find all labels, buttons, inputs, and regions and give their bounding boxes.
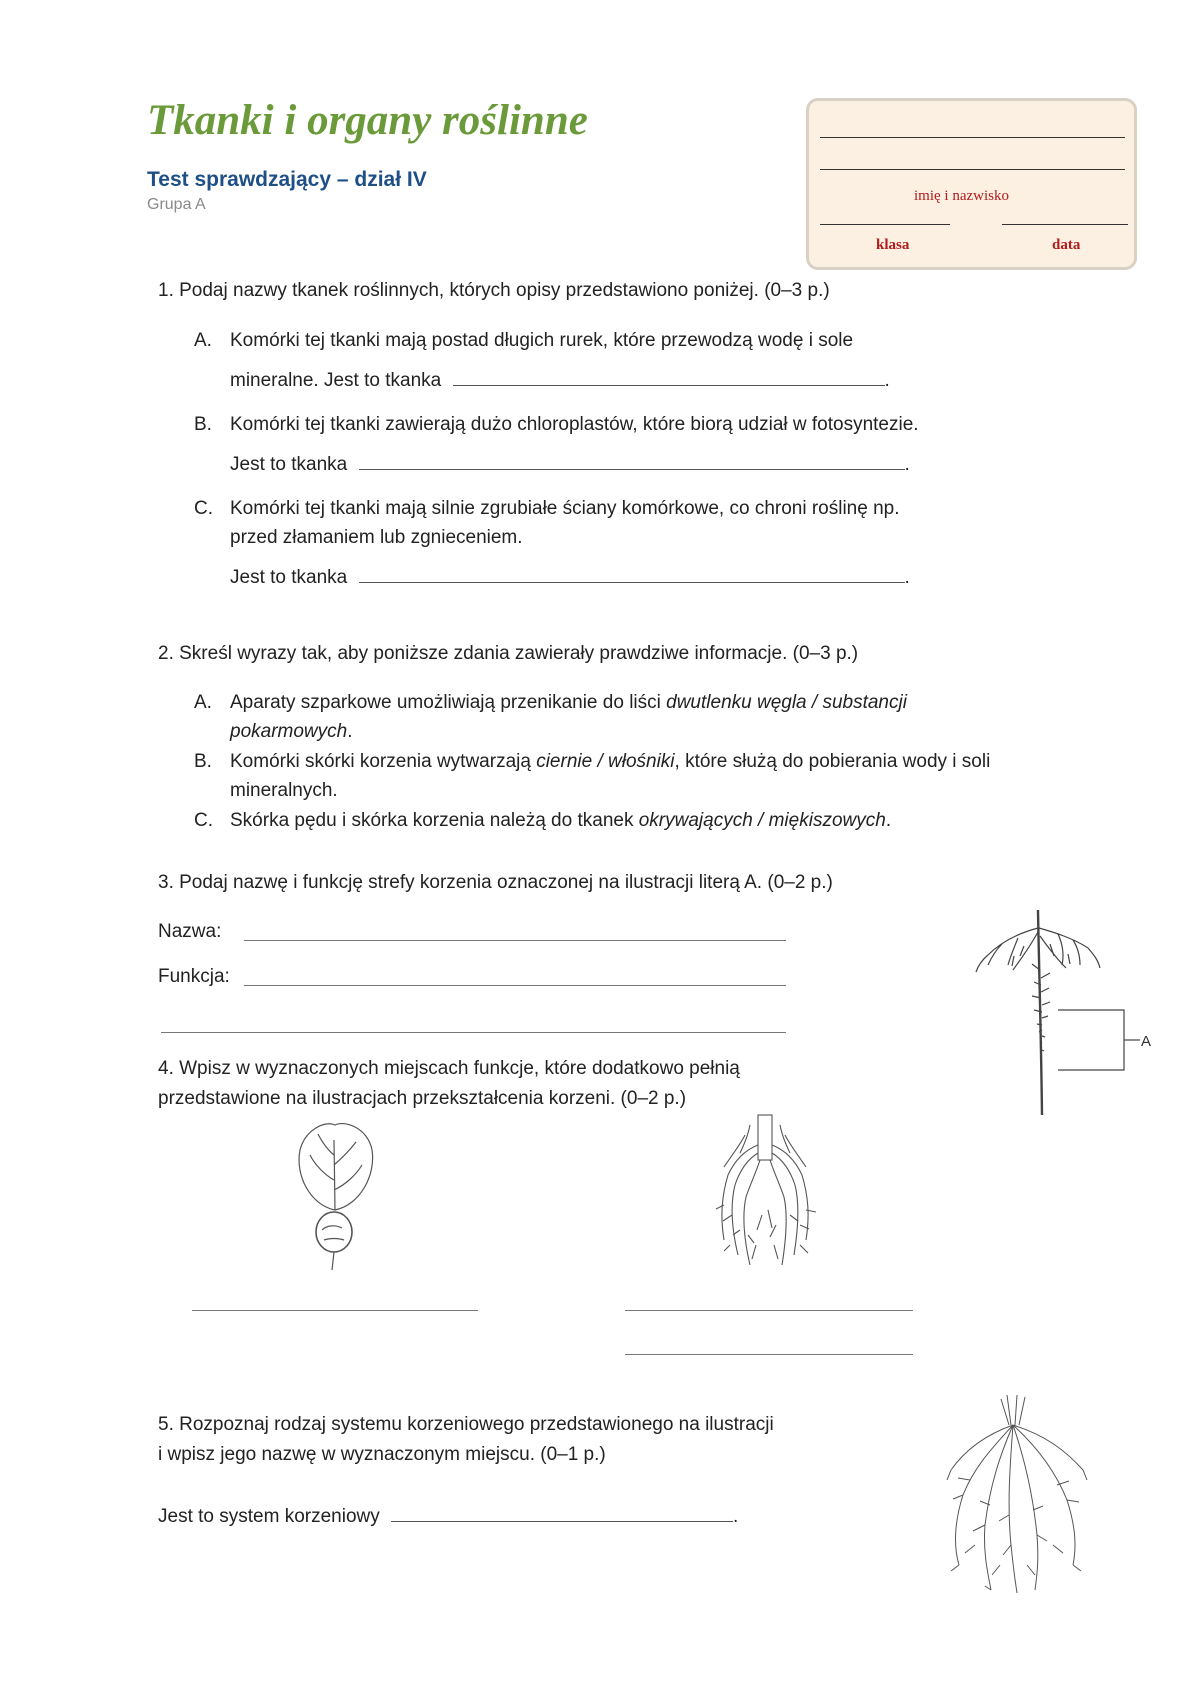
q1-prompt: 1. Podaj nazwy tkanek roślinnych, których opisy przedstawiono poniżej. (0–3 p.) xyxy=(158,280,830,301)
q2-letter-a: A. xyxy=(194,692,212,713)
q5-answer-label: Jest to system korzeniowy xyxy=(158,1506,380,1527)
name-label: imię i nazwisko xyxy=(914,188,1009,204)
class-line[interactable] xyxy=(820,224,950,225)
prop-roots-illustration xyxy=(710,1115,825,1275)
q2-c-text: Skórka pędu i skórka korzenia należą do tkanek xyxy=(230,810,639,831)
q4-beet-answer-line[interactable] xyxy=(192,1310,478,1311)
q1-c-period: . xyxy=(904,567,910,588)
q2-a-options[interactable]: dwutlenku węgla / substancji xyxy=(666,692,907,713)
q4-prop-answer-line-2[interactable] xyxy=(625,1354,913,1355)
q3-name-label: Nazwa: xyxy=(158,921,222,942)
date-label: data xyxy=(1052,237,1081,253)
q2-item-a xyxy=(194,688,1144,746)
date-line[interactable] xyxy=(1002,224,1128,225)
root-zone-letter: A xyxy=(1141,1033,1152,1050)
q3-prompt: 3. Podaj nazwę i funkcję strefy korzenia oznaczonej na ilustracji literą A. (0–2 p.) xyxy=(158,872,833,893)
q1-a-answer-blank[interactable] xyxy=(453,367,885,386)
name-line-2[interactable] xyxy=(820,169,1125,170)
q4-prop-answer-line-1[interactable] xyxy=(625,1310,913,1311)
root-zone-illustration xyxy=(958,910,1152,1120)
q1-letter-b: B. xyxy=(194,414,212,435)
q2-c-options[interactable]: okrywających / miękiszowych xyxy=(638,810,886,831)
q1-item-a xyxy=(194,326,1144,395)
q2-prompt: 2. Skreśl wyrazy tak, aby poniższe zdania zawierały prawdziwe informacje. (0–3 p.) xyxy=(158,643,859,664)
q5-answer-row xyxy=(158,1503,738,1529)
q2-letter-b: B. xyxy=(194,751,212,772)
q1-a-text: Komórki tej tkanki mają postad długich rurek, które przewodzą wodę i sole xyxy=(230,330,854,351)
class-label: klasa xyxy=(876,237,910,253)
name-line-1[interactable] xyxy=(820,137,1125,138)
q3-function-line[interactable] xyxy=(244,985,786,986)
q1-c-lead: Jest to tkanka xyxy=(230,567,348,588)
q1-b-text: Komórki tej tkanki zawierają dużo chloroplastów, które biorą udział w fotosyntezie. xyxy=(230,414,919,435)
q2-a-period: . xyxy=(347,721,353,742)
q2-a-options-cont[interactable]: pokarmowych xyxy=(230,721,348,742)
q1-c-text-2: przed złamaniem lub zgnieceniem. xyxy=(230,527,523,548)
q1-letter-c: C. xyxy=(194,498,213,519)
q3-name-line[interactable] xyxy=(244,940,786,941)
q5-prompt-2: i wpisz jego nazwę w wyznaczonym miejscu. (0–1 p.) xyxy=(158,1444,606,1465)
q2-b-text: Komórki skórki korzenia wytwarzają xyxy=(230,751,537,772)
q1-a-period: . xyxy=(884,370,890,391)
q4-prompt-2: przedstawione na ilustracjach przekształcenia korzeni. (0–2 p.) xyxy=(158,1088,687,1109)
q5-answer-blank[interactable] xyxy=(391,1503,733,1522)
q1-letter-a: A. xyxy=(194,330,212,351)
q3-function-label: Funkcja: xyxy=(158,966,230,987)
q1-b-lead: Jest to tkanka xyxy=(230,454,348,475)
q2-b-text-2: mineralnych. xyxy=(230,780,338,801)
q2-item-b xyxy=(194,747,1144,805)
student-info-box xyxy=(806,98,1137,270)
q1-item-b xyxy=(194,410,1144,479)
q2-c-period: . xyxy=(885,810,892,831)
fibrous-root-illustration xyxy=(945,1395,1090,1595)
q3-function-line-2[interactable] xyxy=(161,1032,786,1033)
q5-period: . xyxy=(733,1506,739,1527)
q2-letter-c: C. xyxy=(194,810,213,831)
q4-prompt-1: 4. Wpisz w wyznaczonych miejscach funkcje, które dodatkowo pełnią xyxy=(158,1058,740,1079)
page-title: Tkanki i organy roślinne xyxy=(147,97,588,144)
q1-c-text: Komórki tej tkanki mają silnie zgrubiałe ściany komórkowe, co chroni roślinę np. xyxy=(230,498,900,519)
q1-c-answer-blank[interactable] xyxy=(359,564,905,583)
q1-a-lead: mineralne. Jest to tkanka xyxy=(230,370,442,391)
q2-b-options[interactable]: ciernie / włośniki xyxy=(536,751,675,772)
q2-b-text-post: , które służą do pobierania wody i soli xyxy=(674,751,991,772)
q1-b-period: . xyxy=(904,454,910,475)
q1-item-c xyxy=(194,494,1144,592)
test-subtitle: Test sprawdzający – dział IV xyxy=(147,168,427,191)
q2-item-c xyxy=(194,806,1144,835)
q1-b-answer-blank[interactable] xyxy=(359,451,905,470)
q2-a-text: Aparaty szparkowe umożliwiają przenikanie do liści xyxy=(230,692,667,713)
q5-prompt-1: 5. Rozpoznaj rodzaj systemu korzeniowego przedstawionego na ilustracji xyxy=(158,1414,774,1435)
beet-illustration xyxy=(290,1120,380,1270)
group-label: Grupa A xyxy=(147,196,206,213)
